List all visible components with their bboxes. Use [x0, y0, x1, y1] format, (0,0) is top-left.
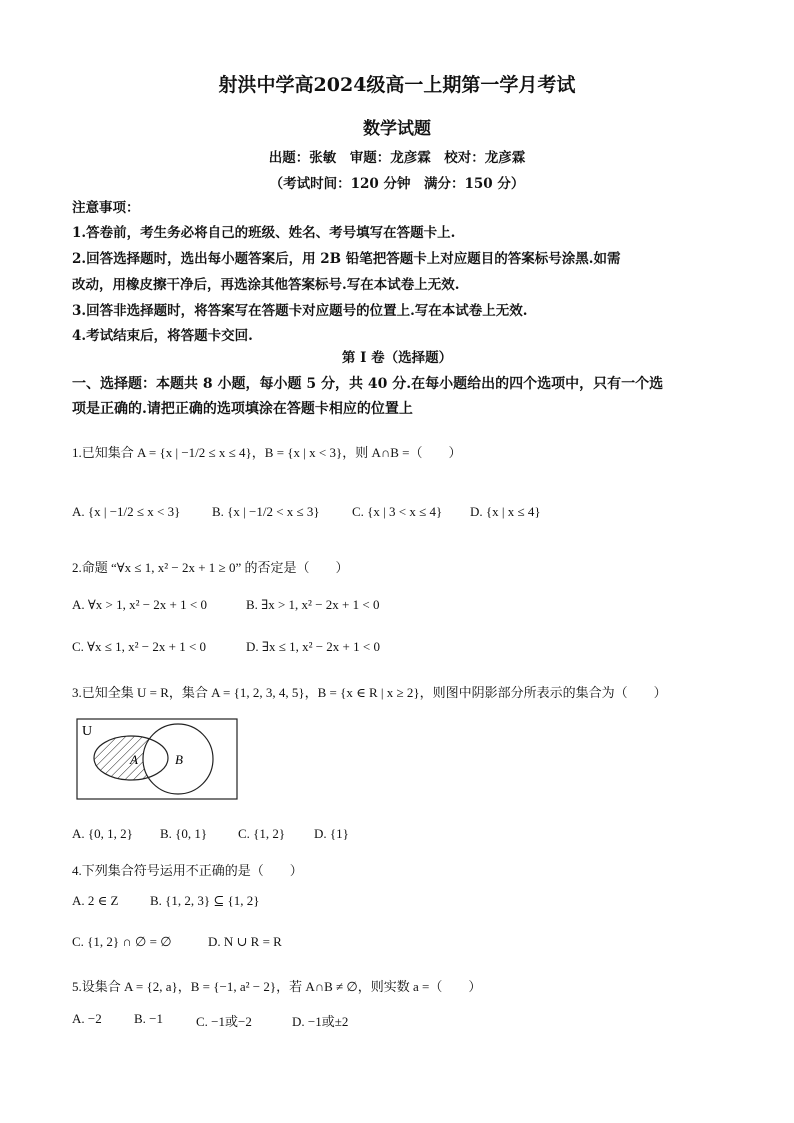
question-2-option-d: D. ∃x ≤ 1, x² − 2x + 1 < 0 [246, 639, 380, 654]
question-1-option-d: D. {x | x ≤ 4} [470, 504, 541, 519]
question-4-option-b: B. {1, 2, 3} ⊆ {1, 2} [150, 893, 260, 908]
question-1-option-b: B. {x | −1/2 < x ≤ 3} [212, 504, 320, 519]
question-2-option-a: A. ∀x > 1, x² − 2x + 1 < 0 [72, 597, 207, 612]
question-2-stem: 2.命题 “∀x ≤ 1, x² − 2x + 1 ≥ 0” 的否定是（ ） [72, 560, 349, 575]
notice-item: 4.考试结束后，将答题卡交回. [72, 328, 253, 344]
question-4-stem: 4.下列集合符号运用不正确的是（ ） [72, 863, 303, 878]
notice-item: 3.回答非选择题时，将答案写在答题卡对应题号的位置上.写在本试卷上无效. [72, 303, 528, 319]
venn-diagram [76, 718, 238, 800]
section-desc: 项是正确的.请把正确的选项填涂在答题卡相应的位置上 [72, 401, 413, 417]
question-5-option-d: D. −1或±2 [292, 1014, 349, 1029]
notice-item: 改动，用橡皮擦干净后，再选涂其他答案标号.写在本试卷上无效. [72, 277, 460, 293]
venn-universe-label: U [82, 724, 93, 739]
question-3-option-c: C. {1, 2} [238, 826, 286, 841]
question-5-option-a: A. −2 [72, 1011, 102, 1026]
question-4-option-c: C. {1, 2} ∩ ∅ = ∅ [72, 934, 172, 949]
question-4-option-d: D. N ∪ R = R [208, 934, 282, 949]
question-4-option-a: A. 2 ∈ Z [72, 893, 119, 908]
venn-set-b-label: B [175, 752, 183, 767]
venn-set-a-label: A [130, 752, 138, 767]
question-5-option-c: C. −1或−2 [196, 1014, 252, 1029]
question-5-stem: 5.设集合 A = {2, a}，B = {−1, a² − 2}，若 A∩B ≠ ∅，则实数 a =（ ） [72, 979, 482, 994]
question-1-option-c: C. {x | 3 < x ≤ 4} [352, 504, 443, 519]
question-2-option-b: B. ∃x > 1, x² − 2x + 1 < 0 [246, 597, 380, 612]
exam-subtitle: 数学试题 [363, 119, 431, 139]
exam-staff: 出题：张敏 审题：龙彦霖 校对：龙彦霖 [268, 150, 526, 166]
notice-item: 2.回答选择题时，选出每小题答案后，用 2B 铅笔把答题卡上对应题目的答案标号涂黑.如需 [72, 251, 621, 267]
exam-title: 射洪中学高2024级高一上期第一学月考试 [218, 74, 576, 96]
question-3-option-b: B. {0, 1} [160, 826, 208, 841]
question-3-stem: 3.已知全集 U = R，集合 A = {1, 2, 3, 4, 5}，B = {x ∈ R | x ≥ 2}，则图中阴影部分所表示的集合为（ ） [72, 685, 667, 700]
question-3-option-a: A. {0, 1, 2} [72, 826, 133, 841]
question-5-option-b: B. −1 [134, 1011, 164, 1026]
question-3-option-d: D. {1} [314, 826, 349, 841]
question-1-option-a: A. {x | −1/2 ≤ x < 3} [72, 504, 181, 519]
exam-timing: （考试时间：120 分钟 满分：150 分） [269, 176, 525, 192]
notice-heading: 注意事项： [72, 200, 140, 216]
question-1-stem: 1.已知集合 A = {x | −1/2 ≤ x ≤ 4}，B = {x | x < 3}，则 A∩B =（ ） [72, 445, 462, 460]
section-heading: 第 I 卷（选择题） [341, 350, 453, 366]
section-desc: 一、选择题：本题共 8 小题，每小题 5 分，共 40 分.在每小题给出的四个选项中，只有一个选 [72, 376, 664, 392]
question-2-option-c: C. ∀x ≤ 1, x² − 2x + 1 < 0 [72, 639, 207, 654]
notice-item: 1.答卷前，考生务必将自己的班级、姓名、考号填写在答题卡上. [72, 225, 456, 241]
